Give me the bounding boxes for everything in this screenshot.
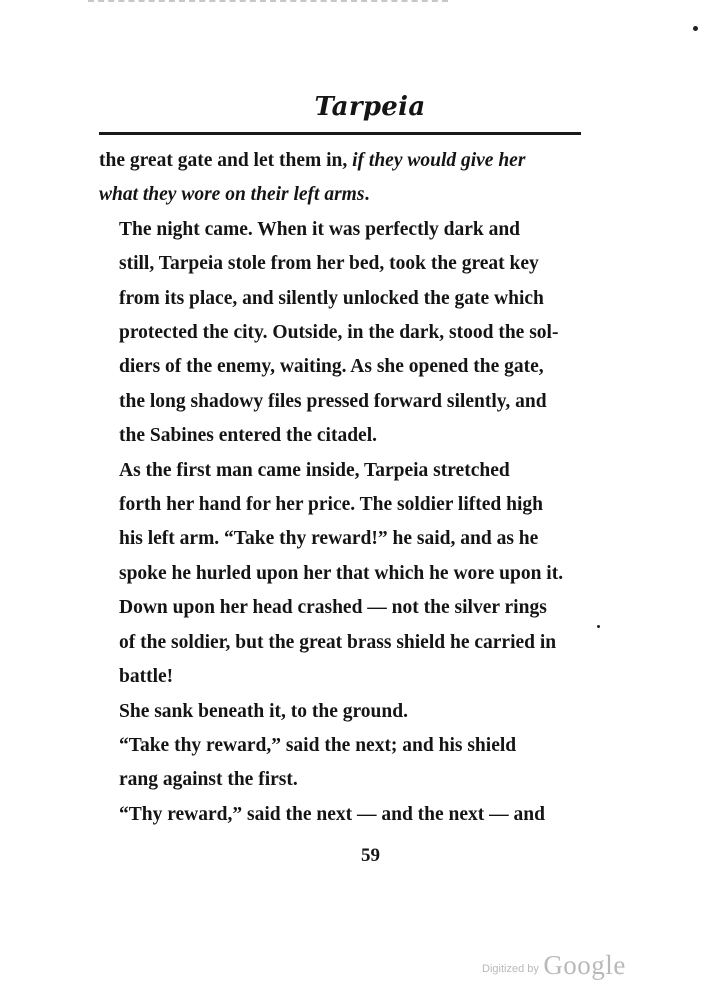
text-line: the Sabines entered the citadel. (119, 425, 377, 447)
text-line: from its place, and silently unlocked the gate which (119, 287, 544, 309)
italic-run: what they wore on their left arms (99, 184, 365, 206)
paragraph-6 (99, 798, 581, 832)
text-line: spoke he hurled upon her that which he wore upon it. (119, 562, 564, 584)
google-logo: Google (543, 950, 626, 980)
text-line: “Thy reward,” said the next — and the next — and (119, 803, 545, 825)
page-number: 59 (361, 845, 380, 866)
text-line: still, Tarpeia stole from her bed, took the great key (119, 253, 539, 275)
text-line (99, 178, 581, 212)
text-line: The night came. When it was perfectly dark and (119, 218, 521, 240)
text-line: protected the city. Outside, in the dark, stood the sol- (119, 322, 559, 344)
text-line: Down upon her head crashed — not the silver rings (119, 597, 547, 619)
text-line: battle! (119, 666, 174, 688)
text-line: the long shadowy files pressed forward silently, and (119, 390, 547, 412)
text-line: As the first man came inside, Tarpeia stretched (119, 459, 510, 481)
text-line (99, 144, 581, 178)
header-rule (99, 132, 581, 135)
paragraph-5 (99, 729, 581, 798)
scan-edge-marks (88, 0, 448, 8)
text-line: forth her hand for her price. The soldier lifted high (119, 494, 543, 516)
digitized-watermark (482, 950, 626, 981)
running-head: Tarpeia (314, 92, 426, 122)
text-run: the great gate and let them in, (99, 150, 353, 171)
watermark-prefix: Digitized by (482, 963, 539, 975)
text-line: “Take thy reward,” said the next; and his shield (119, 734, 517, 756)
paragraph-1 (99, 144, 581, 213)
text-line: his left arm. “Take thy reward!” he said, and as he (119, 528, 539, 550)
text-run: . (364, 184, 370, 206)
paragraph-3 (99, 454, 581, 695)
scan-speck (597, 625, 600, 628)
text-line: diers of the enemy, waiting. As she opened the gate, (119, 356, 544, 378)
text-line: rang against the first. (119, 769, 298, 791)
paragraph-2 (99, 213, 581, 454)
italic-run: if they would give her (352, 150, 526, 171)
body-text (99, 144, 581, 832)
text-line: She sank beneath it, to the ground. (119, 700, 408, 722)
scan-speck (693, 26, 698, 31)
text-line: of the soldier, but the great brass shield he carried in (119, 631, 557, 653)
paragraph-4 (99, 695, 581, 729)
